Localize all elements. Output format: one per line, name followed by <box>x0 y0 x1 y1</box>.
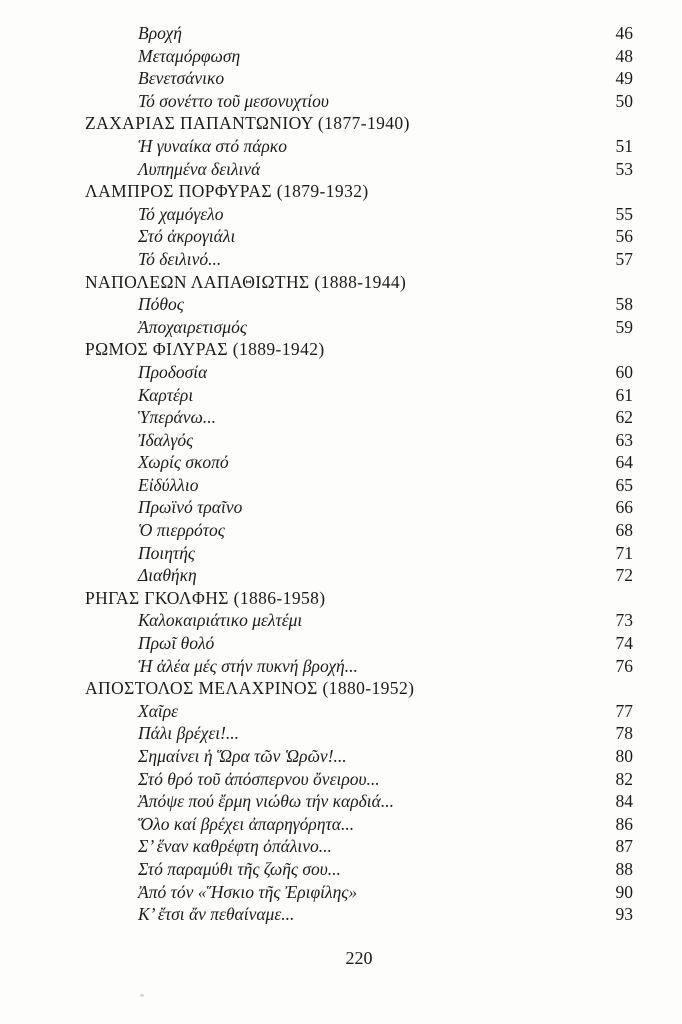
toc-entry-row <box>85 496 633 519</box>
toc-entry-title: Χωρίς σκοπό <box>138 452 229 473</box>
toc-entry-title: Ὅλο καί βρέχει ἀπαρηγόρητα... <box>138 813 355 834</box>
toc-entry-page-number: 48 <box>615 45 633 66</box>
toc-entry-row <box>85 858 633 881</box>
toc-entry-row <box>85 632 633 655</box>
toc-entry-row <box>85 474 633 497</box>
toc-entry-title: Ὁ πιερρότος <box>138 520 225 541</box>
toc-entry-title: Τό χαμόγελο <box>138 203 224 224</box>
toc-author-heading: ΡΗΓΑΣ ΓΚΟΛΦΗΣ (1886-1958) <box>85 587 326 608</box>
toc-entry-row <box>85 90 633 113</box>
toc-entry-page-number: 77 <box>615 700 633 721</box>
toc-author-heading: ΑΠΟΣΤΟΛΟΣ ΜΕΛΑΧΡΙΝΟΣ (1880-1952) <box>85 678 415 699</box>
toc-entry-page-number: 72 <box>615 565 633 586</box>
toc-entry-title: Διαθήκη <box>138 565 197 586</box>
toc-entry-row <box>85 790 633 813</box>
toc-entry-row <box>85 722 633 745</box>
toc-entry-page-number: 90 <box>615 881 633 902</box>
toc-entry-title: Ὑπεράνω... <box>138 407 216 428</box>
toc-entry-row <box>85 519 633 542</box>
toc-entry-title: Βενετσάνικο <box>138 68 225 89</box>
toc-entry-page-number: 56 <box>615 226 633 247</box>
toc-entry-page-number: 60 <box>615 361 633 382</box>
toc-entry-title: Ἰδαλγός <box>138 429 194 450</box>
toc-entry-title: Ἡ γυναίκα στό πάρκο <box>138 135 287 156</box>
toc-entry-row <box>85 67 633 90</box>
toc-entry-title: Κ’ ἔτσι ἄν πεθαίναμε... <box>138 904 295 925</box>
toc-entry-title: Καρτέρι <box>138 384 194 405</box>
toc-entry-page-number: 62 <box>615 407 633 428</box>
toc-entry-title: Καλοκαιριάτικο μελτέμι <box>138 610 303 631</box>
toc-entry-title: Εἰδύλλιο <box>138 474 199 495</box>
toc-entry-row <box>85 542 633 565</box>
toc-entry-page-number: 86 <box>615 813 633 834</box>
toc-entry-page-number: 58 <box>615 294 633 315</box>
toc-entry-row <box>85 813 633 836</box>
page-number: 220 <box>345 948 373 968</box>
toc-entry-row <box>85 361 633 384</box>
toc-entry-title: Ποιητής <box>138 542 195 563</box>
toc-entry-title: Βροχή <box>138 23 182 43</box>
toc-entry-title: Ἀποχαιρετισμός <box>138 316 247 337</box>
toc-entry-title: Σ’ ἕναν καθρέφτη ὀπάλινο... <box>138 836 332 857</box>
toc-entry-page-number: 82 <box>615 768 633 789</box>
toc-entry-title: Λυπημένα δειλινά <box>138 158 261 179</box>
toc-entry-row <box>85 22 633 45</box>
toc-entry-title: Ἡ ἀλέα μές στήν πυκνή βροχή... <box>138 655 358 676</box>
toc-entry-title: Στό παραμύθι τῆς ζωῆς σου... <box>138 858 341 879</box>
toc-entry-title: Σημαίνει ἡ Ὥρα τῶν Ὡρῶν!... <box>138 746 347 766</box>
toc-entry-page-number: 73 <box>615 610 633 631</box>
toc-entry-row <box>85 768 633 791</box>
toc-entry-page-number: 88 <box>615 858 633 879</box>
toc-entry-page-number: 87 <box>615 836 633 857</box>
scan-speck <box>140 994 144 997</box>
toc-entry-row <box>85 406 633 429</box>
toc-entry-row <box>85 225 633 248</box>
toc-entry-title: Πάλι βρέχει!... <box>138 723 240 744</box>
toc-entry-page-number: 59 <box>615 316 633 337</box>
toc-author-heading: ΖΑΧΑΡΙΑΣ ΠΑΠΑΝΤΩΝΙΟΥ (1877-1940) <box>85 113 410 134</box>
toc-entry-page-number: 80 <box>615 746 633 766</box>
toc-entry-title: Ἀπό τόν «Ἥσκιο τῆς Ἐριφίλης» <box>138 881 358 902</box>
toc-entry-page-number: 49 <box>615 68 633 89</box>
toc-entry-title: Μεταμόρφωση <box>138 45 241 66</box>
toc-entry-page-number: 61 <box>615 384 633 405</box>
toc-entry-page-number: 93 <box>615 904 633 925</box>
toc-entry-row <box>85 700 633 723</box>
toc-author-heading: ΛΑΜΠΡΟΣ ΠΟΡΦΥΡΑΣ (1879-1932) <box>85 181 369 202</box>
toc-entry-page-number: 46 <box>615 23 633 43</box>
toc-entry-row <box>85 135 633 158</box>
toc-entry-title: Στό ἀκρογιάλι <box>138 226 236 247</box>
table-of-contents <box>85 22 633 926</box>
toc-entry-page-number: 51 <box>615 135 633 156</box>
toc-entry-row <box>85 745 633 768</box>
toc-entry-page-number: 71 <box>615 542 633 563</box>
toc-entry-page-number: 63 <box>615 429 633 450</box>
toc-entry-row <box>85 451 633 474</box>
toc-entry-title: Ἀπόψε πού ἔρμη νιώθω τήν καρδιά... <box>138 791 394 812</box>
toc-entry-page-number: 74 <box>615 633 633 654</box>
toc-entry-title: Χαῖρε <box>138 700 179 721</box>
toc-entry-title: Στό θρό τοῦ ἀπόσπερνου ὄνειρου... <box>138 768 380 789</box>
toc-entry-row <box>85 203 633 226</box>
toc-entry-page-number: 50 <box>615 90 633 111</box>
toc-entry-page-number: 66 <box>615 497 633 518</box>
toc-entry-row <box>85 903 633 926</box>
toc-entry-title: Προδοσία <box>138 361 208 382</box>
toc-entry-row <box>85 835 633 858</box>
toc-entry-page-number: 84 <box>615 791 633 812</box>
toc-entry-row <box>85 158 633 181</box>
toc-entry-row <box>85 429 633 452</box>
toc-entry-row <box>85 564 633 587</box>
toc-author-heading: ΝΑΠΟΛΕΩΝ ΛΑΠΑΘΙΩΤΗΣ (1888-1944) <box>85 271 407 292</box>
toc-entry-title: Πόθος <box>138 294 184 315</box>
toc-entry-title: Τό σονέττο τοῦ μεσονυχτίου <box>138 90 329 111</box>
toc-entry-page-number: 64 <box>615 452 633 473</box>
toc-entry-row <box>85 45 633 68</box>
toc-entry-page-number: 76 <box>615 655 633 676</box>
toc-entry-row <box>85 881 633 904</box>
toc-author-heading: ΡΩΜΟΣ ΦΙΛΥΡΑΣ (1889-1942) <box>85 339 325 360</box>
toc-entry-row <box>85 248 633 271</box>
toc-entry-page-number: 65 <box>615 474 633 495</box>
toc-entry-title: Πρωϊνό τραῖνο <box>138 497 243 518</box>
toc-entry-page-number: 53 <box>615 158 633 179</box>
toc-entry-row <box>85 316 633 339</box>
toc-entry-title: Τό δειλινό... <box>138 248 222 269</box>
toc-entry-row <box>85 384 633 407</box>
toc-entry-page-number: 68 <box>615 520 633 541</box>
toc-entry-title: Πρωῖ θολό <box>138 633 215 654</box>
toc-entry-row <box>85 655 633 678</box>
toc-entry-page-number: 78 <box>615 723 633 744</box>
toc-entry-page-number: 57 <box>615 248 633 269</box>
toc-entry-row <box>85 609 633 632</box>
toc-entry-page-number: 55 <box>615 203 633 224</box>
toc-entry-row <box>85 293 633 316</box>
